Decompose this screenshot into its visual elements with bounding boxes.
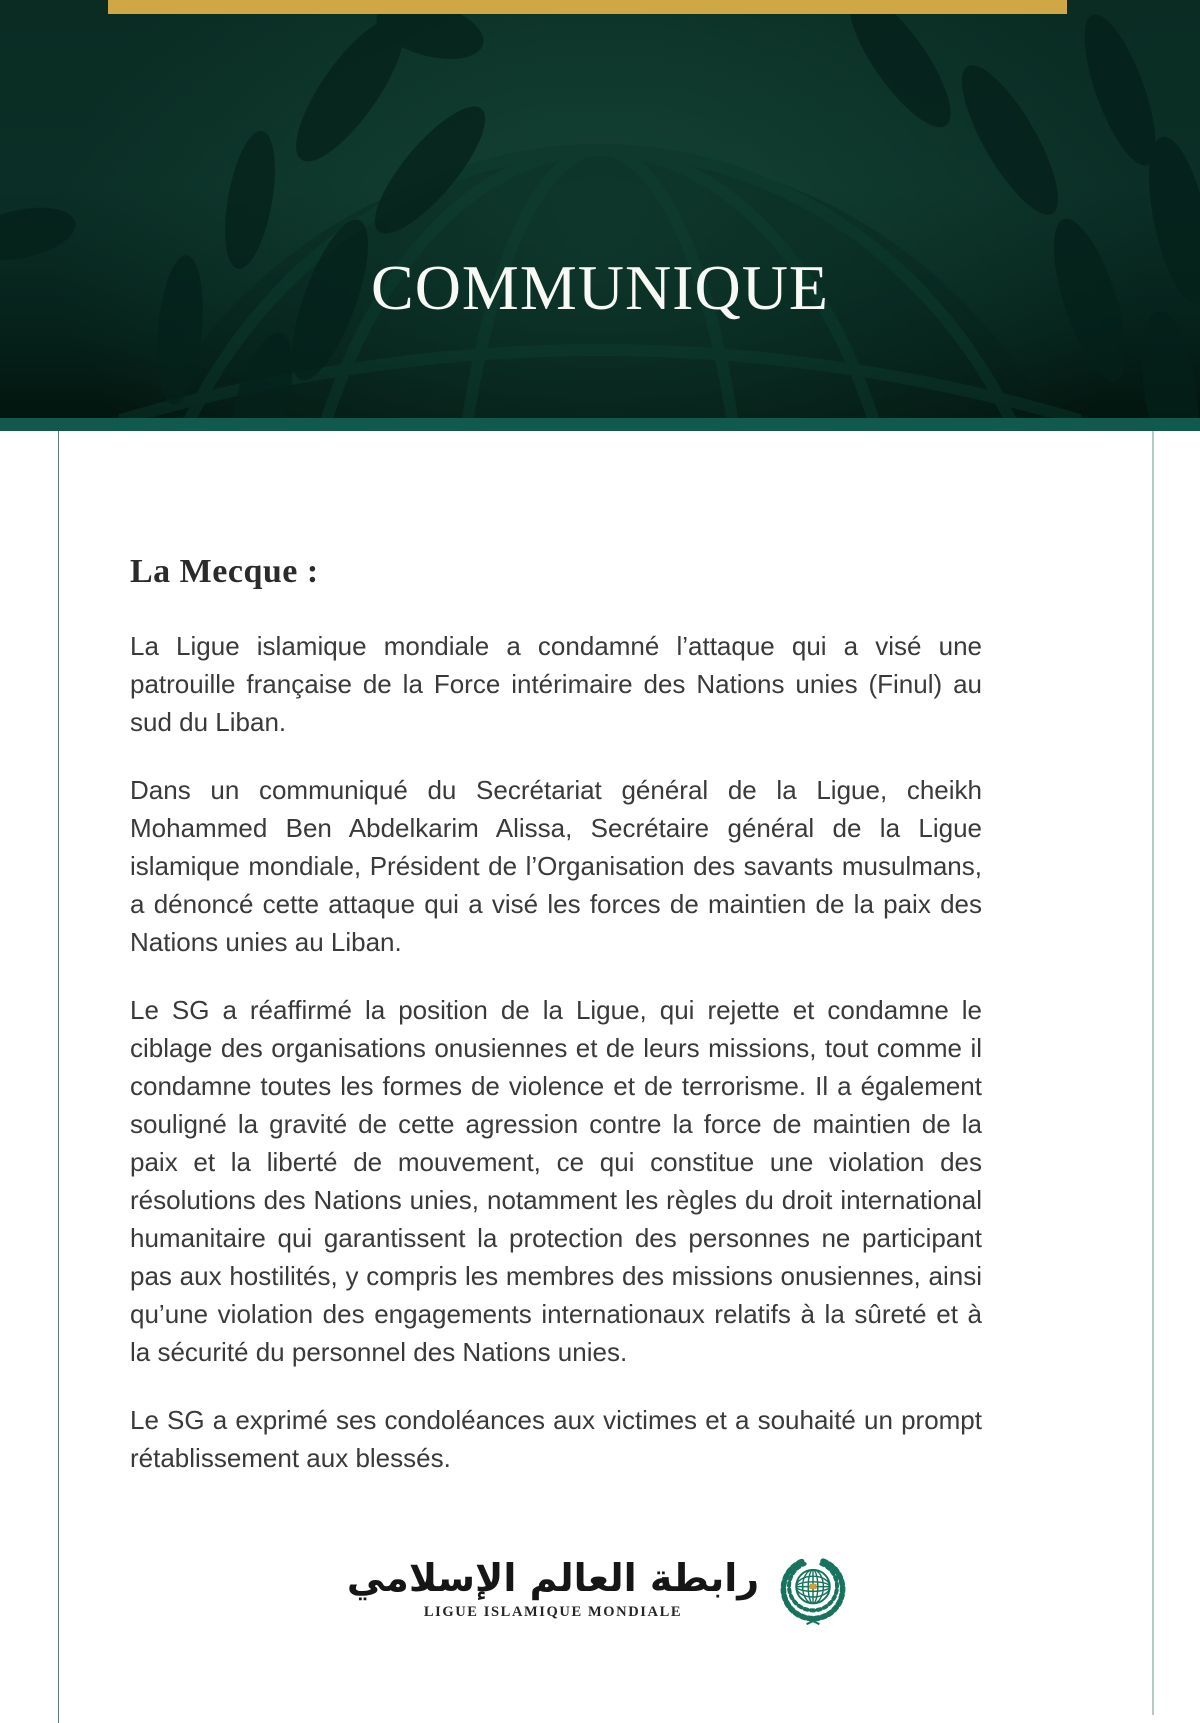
teal-divider-strip: [0, 418, 1200, 431]
page-title: COMMUNIQUE: [371, 252, 829, 323]
laurel-globe-emblem-icon: [773, 1549, 853, 1629]
paragraph-4: Le SG a exprimé ses condoléances aux victimes et a souhaité un prompt rétablissement aux blessés.: [130, 1405, 982, 1473]
laurel-globe-background-decoration: [0, 0, 1200, 418]
paragraph-3: Le SG a réaffirmé la position de la Ligue, qui rejette et condamne le ciblage des organisations onusiennes et de leurs missions, tout comme il condamne toutes les formes de violence et de terrorisme. Il a également souligné la gravité de cette agression contre la force de maintien de la paix et la liberté de mouvement, ce qui constitue une violation des résolutions des Nations unies, notamment les règles du droit international humanitaire qui garantissent la protection des personnes ne participant pas aux hostilités, y compris les membres des missions onusiennes, ainsi qu’une violation des engagements internationaux relatifs à la sûreté et à la sécurité du personnel des Nations unies.: [130, 995, 982, 1367]
left-margin-rule: [58, 431, 59, 1723]
organization-logo: [0, 1549, 1200, 1629]
header-banner: [0, 0, 1200, 418]
paragraph-1: La Ligue islamique mondiale a condamné l’attaque qui a visé une patrouille française de la Force intérimaire des Nations unies (Finul) au sud du Liban.: [130, 631, 982, 737]
gold-accent-bar: [108, 0, 1067, 14]
logo-caption: LIGUE ISLAMIQUE MONDIALE: [423, 1604, 683, 1621]
right-margin-rule: [1152, 431, 1154, 1715]
document-body: [0, 431, 1200, 1723]
logo-arabic-calligraphy: رابطة العالم الإسلامي: [346, 1555, 760, 1600]
logo-wordmark: [347, 1557, 759, 1622]
paragraph-2: Dans un communiqué du Secrétariat général de la Ligue, cheikh Mohammed Ben Abdelkarim Alissa, Secrétaire général de la Ligue islamique mondiale, Président de l’Organisation des savants musulmans, a dénoncé cette attaque qui a visé les forces de maintien de la paix des Nations unies au Liban.: [130, 775, 982, 957]
dateline-heading: La Mecque :: [130, 553, 319, 590]
article: [130, 431, 982, 1477]
